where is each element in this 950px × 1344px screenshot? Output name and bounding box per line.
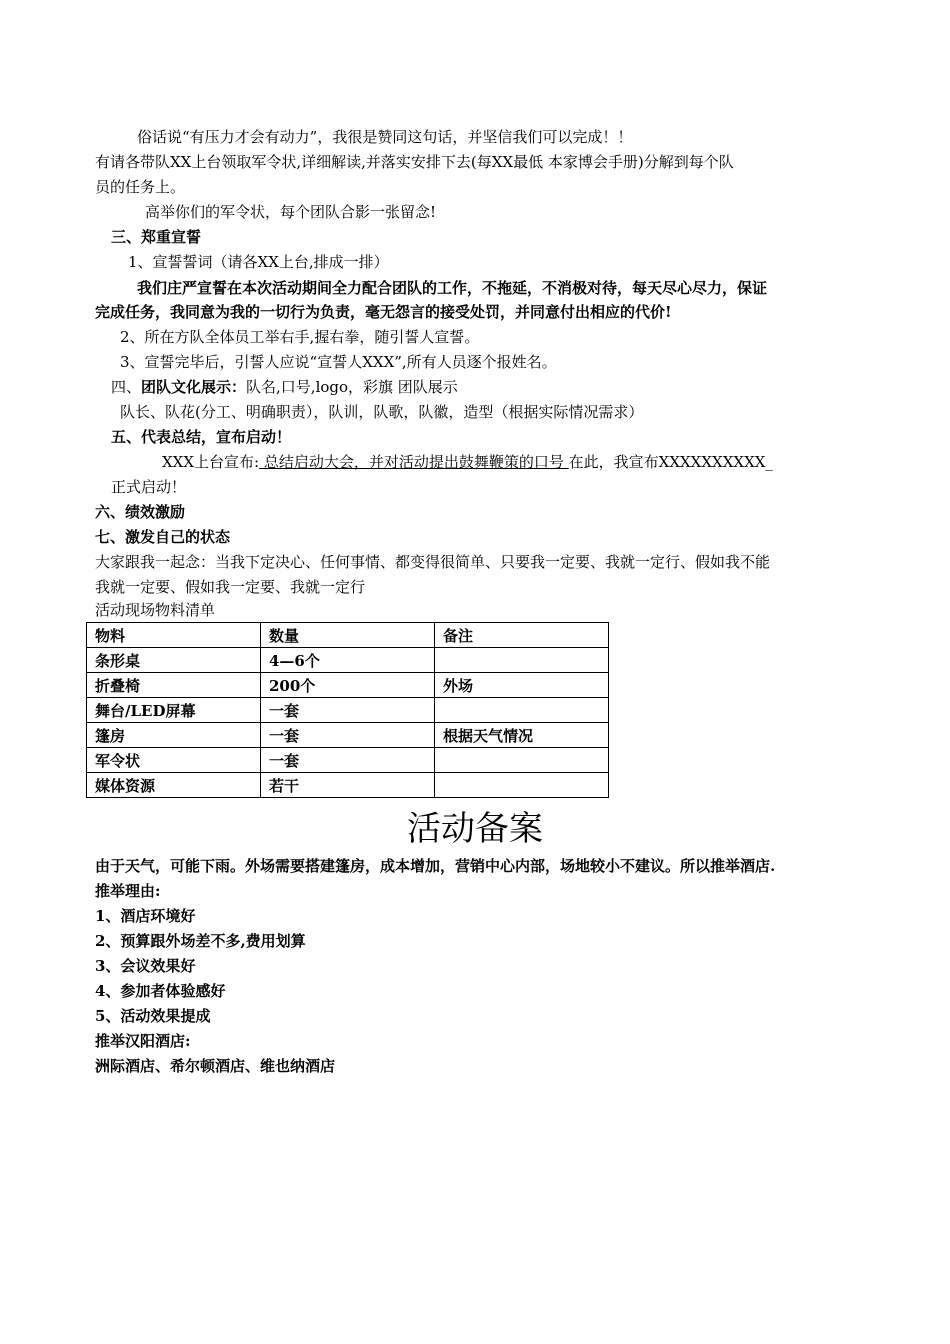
list-item: 3、会议效果好 [95, 957, 196, 975]
table-cell: 折叠椅 [87, 673, 261, 698]
header-cell: 数量 [261, 623, 435, 648]
table-cell [435, 748, 609, 773]
table-row [87, 698, 609, 723]
section-heading: 七、激发自己的状态 [95, 528, 231, 546]
text-span: 在此，我宣布XXXXXXXXXX_ [568, 453, 773, 471]
table-cell: 一套 [261, 698, 435, 723]
oath-text: 我们庄严宣誓在本次活动期间全力配合团队的工作，不拖延，不消极对待，每天尽心尽力，保证 [137, 279, 768, 297]
text-line [162, 452, 773, 472]
table-row [87, 723, 609, 748]
list-item: 5、活动效果提成 [95, 1007, 211, 1025]
table-cell: 若干 [261, 773, 435, 798]
text-line: 3、宣誓完毕后，引誓人应说“宣誓人XXX”,所有人员逐个报姓名。 [120, 353, 557, 371]
text-line [111, 377, 458, 397]
section-title: 活动备案 [407, 809, 543, 849]
table-cell: 军令状 [87, 748, 261, 773]
list-item: 4、参加者体验感好 [95, 982, 226, 1000]
table-cell [435, 648, 609, 673]
table-cell [435, 773, 609, 798]
text-line: 洲际酒店、希尔顿酒店、维也纳酒店 [95, 1057, 336, 1075]
section-heading: 团队文化展示： [141, 378, 247, 396]
text-line: 推举汉阳酒店: [95, 1032, 191, 1050]
materials-table [86, 622, 609, 798]
table-cell: 根据天气情况 [435, 723, 609, 748]
table-row [87, 673, 609, 698]
text-line: 高举你们的军令状，每个团队合影一张留念! [145, 203, 437, 221]
section-heading: 三、郑重宣誓 [111, 228, 202, 246]
text-span: 队名,口号,logo，彩旗 团队展示 [246, 378, 458, 396]
table-row [87, 648, 609, 673]
list-number: 四、 [111, 378, 142, 396]
text-line: 正式启动！ [111, 478, 187, 496]
table-cell: 一套 [261, 723, 435, 748]
oath-text: 完成任务，我同意为我的一切行为负责，毫无怨言的接受处罚，并同意付出相应的代价! [95, 303, 672, 321]
table-caption: 活动现场物料清单 [95, 601, 216, 619]
header-cell: 备注 [435, 623, 609, 648]
text-line: 我就一定要、假如我一定要、我就一定行 [95, 578, 366, 596]
header-cell: 物料 [87, 623, 261, 648]
text-line: 队长、队花(分工、明确职责），队训，队歌，队徽，造型（根据实际情况需求） [120, 403, 644, 421]
table-cell: 一套 [261, 748, 435, 773]
text-line: 推举理由: [95, 882, 161, 900]
list-item: 1、酒店环境好 [95, 907, 196, 925]
table-header-row [87, 623, 609, 648]
text-span: XXX上台宣布: [162, 453, 260, 471]
list-item: 2、预算跟外场差不多,费用划算 [95, 932, 306, 950]
table-row [87, 773, 609, 798]
table-cell [435, 698, 609, 723]
text-line: 2、所在方队全体员工举右手,握右拳，随引誓人宣誓。 [120, 328, 480, 346]
underlined-text: 总结启动大会，并对活动提出鼓舞鞭策的口号 [259, 453, 569, 471]
text-line: 俗话说“有压力才会有动力”，我很是赞同这句话，并坚信我们可以完成！！ [137, 128, 633, 146]
text-line: 由于天气，可能下雨。外场需要搭建篷房，成本增加，营销中心内部，场地较小不建议。所以推举酒店. [95, 857, 776, 875]
text-line: 员的任务上。 [95, 178, 186, 196]
text-line: 1、宣誓誓词（请各XX上台,排成一排） [128, 253, 389, 271]
table-cell: 4—6个 [261, 648, 435, 673]
table-cell: 条形桌 [87, 648, 261, 673]
section-heading: 五、代表总结，宣布启动！ [111, 428, 292, 446]
table-cell: 媒体资源 [87, 773, 261, 798]
text-line: 有请各带队XX上台领取军令状,详细解读,并落实安排下去(每XX最低 本家博会手册)分解到每个队 [95, 153, 734, 171]
section-heading: 六、绩效激励 [95, 503, 186, 521]
table-cell: 舞台/LED屏幕 [87, 698, 261, 723]
table-cell: 200个 [261, 673, 435, 698]
table-cell: 外场 [435, 673, 609, 698]
text-line: 大家跟我一起念：当我下定决心、任何事情、都变得很简单、只要我一定要、我就一定行、假如我不能 [95, 553, 771, 571]
table-row [87, 748, 609, 773]
table-cell: 篷房 [87, 723, 261, 748]
